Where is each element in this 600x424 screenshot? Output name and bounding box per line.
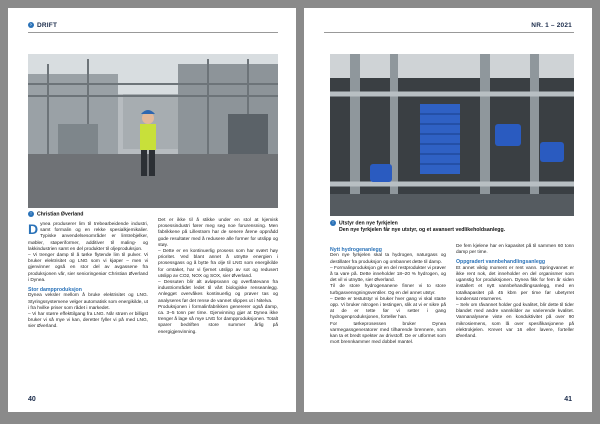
paragraph: Produksjonen i formalinfabrikken genererer også damp, ca. 3–5 tonn per time. Gjenvinning gjør at Dynea ikke trenger å lage så mye LNG for dampproduksjonen. Totalt sparer bedriften store summer årlig på energigjenvinning. [158, 304, 278, 335]
paragraph: Dynea veksler mellom å bruke elektrisitet og LNG. Styringssystemene velger automatisk som energikilde, ut i fra hvilke priser som rådet i markedet. [28, 293, 148, 311]
paragraph: – Vi har større effekttilgang fra LNG. Når strøm er billigst bruker vi så mye vi kan, deretter fyller vi på med LNG, sier Øverland. [28, 312, 148, 330]
paragraph: – Vi trenger damp til å tørke flytende lim til pulver. Vi bruker elektrisitet og LNG som vi kjøper – men vi gjenvinner også en stor del av avgassene fra produksjonen vår, sier senioringeniør Christian Øverland i Dynea. [28, 253, 148, 283]
arrow-up-icon: ↑ [331, 220, 335, 226]
page-left [8, 8, 296, 412]
paragraph: De fem kjelene har en kapasitet på til sammen 60 tonn damp per time. [456, 244, 574, 256]
right-column-2 [456, 244, 574, 340]
left-column-1: Dynea produserer lim til trebearbeidende industri, samt formalin og en rekke spesialkjemikalier. Typiske anvendelsesområder er limtrebjelker, møbler, støperiformer, additiver til maling- og lakkindustrien samt en del produkter til oljeproduksjon. – Vi trenger damp til å tørke flytende lim til pulver. Vi bruker elektrisitet og LNG som vi kjøper – men vi gjenvinner også en stor del av avgassene fra produksjonen vår, sier senioringeniør Christian Øverland i Dynea. Stor dampproduksjon Dynea veksler mellom å bruke elektrisitet og LNG. Styringssystemene velger automatisk som energikilde, ut i fra hvilke priser som rådet i markedet. – Vi har større effekttilgang fra LNG. Når strøm er billigst bruker vi så mye vi kan, deretter fyller vi på med LNG, sier Øverland. [28, 221, 148, 330]
issue-header [531, 22, 572, 29]
paragraph: – Formalinproduksjon gir en del restprodukter vi prøver å ta vare på. Dette inneholder 18–20 % hydrogen, og det vil vi utnytte, sier Øverland. [330, 265, 446, 284]
drop-cap: D [28, 221, 39, 237]
arrow-up-icon: ↑ [29, 211, 33, 217]
paragraph: – Dessuten blir alt avløpsvann og overflatevann fra industriområdet ledet til vårt biologiske renseanlegg. Anlegget overvåkes kontinuerlig og prøver tas og analyseres før det rense de vannet slippes ut i Nitelva. [158, 280, 278, 304]
header-rule [28, 32, 278, 33]
paragraph: Den nye fyrkjelen skal ta hydrogen, naturgass og destillater fra produksjon og ombannet dette til damp. [330, 253, 446, 265]
page-number-right: 41 [564, 396, 572, 403]
paragraph: – Selv om råvannet holder god kvalitet, blir dette til tider blandet med andre vannkilder av varierende kvalitet. Vannanalysene viste en konduktivitet på over 90 mikrosiemens, som lå over spesifikasjonene på elektrokjelen. Krevet var 16 eller lavere, forteller Øverland. [456, 303, 574, 340]
right-column-1 [330, 244, 446, 346]
paragraph: Et annet viktig moment er rent vann. Springvannet er ikke rent nok, det inneholder en del organismer som uganstig for produksjonen. Dynea fikk for fem år siden installert et nytt vannbehandlingsanlegg, med en totalkapasitet på 45 kbm per time før ubetyrret kondensat returneres. [456, 265, 574, 302]
paragraph: – Dette er testutstyr vi bruker hver gang vi skal starte opp. Vi bruker nitrogen i testingen, slik at vi er sikre på at de er tette før vi setter i gang hydrogenproduksjonen, forteller han. [330, 296, 446, 321]
photo-caption: ↑ Utstyr den nye fyrkjelen Den nye fyrkjelen får nye utstyr, og et avansert vedlikeholdsanlegg. [331, 220, 506, 233]
paragraph: Til de store hydrogenanene finner vi to store turbgasvenngningsventiler. Og en del annet utstyr. [330, 284, 446, 296]
subheading-oppgradert: Oppgradert vannbehandlingsanlegg [456, 259, 546, 266]
photo-christian [28, 54, 278, 208]
header-rule [324, 32, 574, 33]
paragraph: Det er ikke til å stikke under en stol at kjemisk prosessindustri fører meg seg noe forurensning. Men fabrikkene på Lillestrøm har de senere årene oppnådd gode resultater med å redusere alle former for utslipp og støy. [158, 218, 278, 248]
section-header [28, 22, 57, 29]
page-number-left: 40 [28, 396, 36, 403]
section-label: DRIFT [37, 22, 58, 29]
left-column-2 [158, 218, 278, 336]
issue-label: NR. 1 – 2021 [531, 22, 572, 29]
paragraph: For tørkeprosessen bruker Dynea varmegassgeneratorer med tilhørende brennere, som kan ta et bredt spekter av drivstoff. De er utformet som mort brennkammer med dobbel mantel. [330, 321, 446, 346]
arrow-right-icon: › [28, 22, 34, 28]
subheading-stor-dampproduksjon: Stor dampproduksjon [28, 287, 82, 294]
subheading-nytt-hydrogenanlegg: Nytt hydrogenanlegg [330, 247, 382, 253]
paragraph: – Dette er en kontinuerlig prosess som har svært høy prioritet. Ved blant annet å utnytte energien i prosessgass og å bytte fra olje til LNG som energikilde for omtaket, har vi fjernet utslipp av sot og redusert utslipp av CO2, NOX og SOX, sier Øverland. [158, 249, 278, 279]
photo-pumps [330, 54, 574, 216]
page-right [304, 8, 592, 412]
photo-caption: ↑ Christian Øverland [29, 211, 84, 218]
